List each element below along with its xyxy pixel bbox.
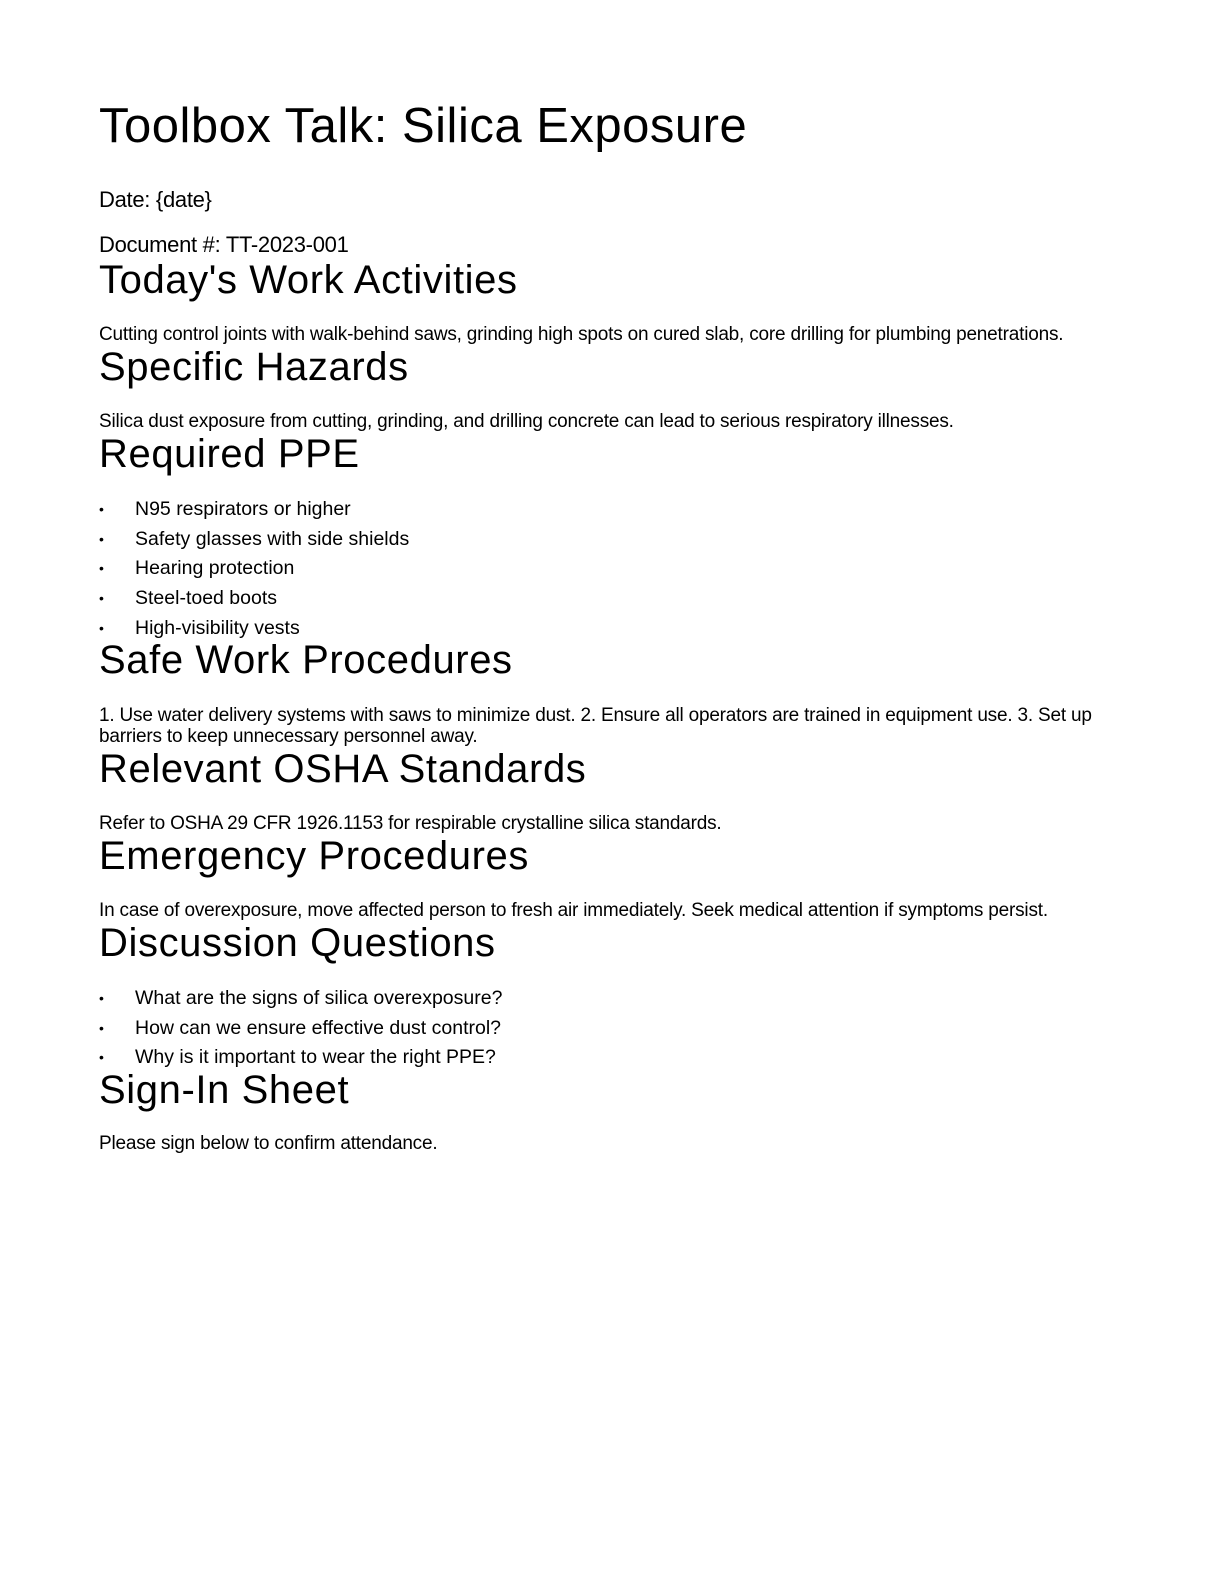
bullet-icon: • xyxy=(99,530,104,547)
bullet-icon: • xyxy=(99,990,104,1006)
list-item-text: Safety glasses with side shields xyxy=(135,527,410,550)
list-item-text: Why is it important to wear the right PPE? xyxy=(135,1046,496,1069)
bullet-icon: • xyxy=(99,1049,104,1066)
section-heading: Required PPE xyxy=(99,432,360,476)
list-item-text: Hearing protection xyxy=(135,557,295,580)
section-text: 1. Use water delivery systems with saws to minimize dust. 2. Ensure all operators are trained in equipment use. 3. Set up barriers to keep unnecessary personnel away. xyxy=(99,705,1092,747)
list-item-text: N95 respirators or higher xyxy=(135,498,351,520)
section-heading: Discussion Questions xyxy=(99,921,496,965)
discussion-list xyxy=(99,987,502,1076)
bullet-icon: • xyxy=(99,1019,104,1036)
list-item xyxy=(99,1017,502,1047)
list-item-text: What are the signs of silica overexposure? xyxy=(135,987,503,1009)
section-heading: Today's Work Activities xyxy=(99,258,518,302)
section-heading: Safe Work Procedures xyxy=(99,638,513,682)
list-item-text: High-visibility vests xyxy=(135,616,300,639)
list-item xyxy=(99,587,409,617)
bullet-icon: • xyxy=(99,501,104,517)
bullet-icon: • xyxy=(99,560,104,577)
section-text: Refer to OSHA 29 CFR 1926.1153 for respirable crystalline silica standards. xyxy=(99,813,722,834)
list-item xyxy=(99,498,409,528)
list-item xyxy=(99,557,409,587)
section-heading: Emergency Procedures xyxy=(99,834,529,878)
date-line: Date: {date} xyxy=(99,187,212,212)
section-text: Silica dust exposure from cutting, grinding, and drilling concrete can lead to serious respiratory illnesses. xyxy=(99,411,954,432)
section-text: Cutting control joints with walk-behind saws, grinding high spots on cured slab, core drilling for plumbing penetrations. xyxy=(99,324,1064,345)
ppe-list xyxy=(99,498,409,646)
section-heading: Sign-In Sheet xyxy=(99,1068,350,1112)
bullet-icon: • xyxy=(99,619,104,636)
section-heading: Specific Hazards xyxy=(99,345,409,389)
list-item xyxy=(99,987,502,1017)
list-item-text: Steel-toed boots xyxy=(135,587,278,610)
list-item-text: How can we ensure effective dust control? xyxy=(135,1016,502,1039)
document-title: Toolbox Talk: Silica Exposure xyxy=(99,99,748,153)
document-number-line: Document #: TT-2023-001 xyxy=(99,232,349,257)
section-text: Please sign below to confirm attendance. xyxy=(99,1133,438,1154)
list-item xyxy=(99,528,409,558)
bullet-icon: • xyxy=(99,590,104,607)
section-text: In case of overexposure, move affected person to fresh air immediately. Seek medical attention if symptoms persist. xyxy=(99,900,1048,921)
section-heading: Relevant OSHA Standards xyxy=(99,747,587,791)
